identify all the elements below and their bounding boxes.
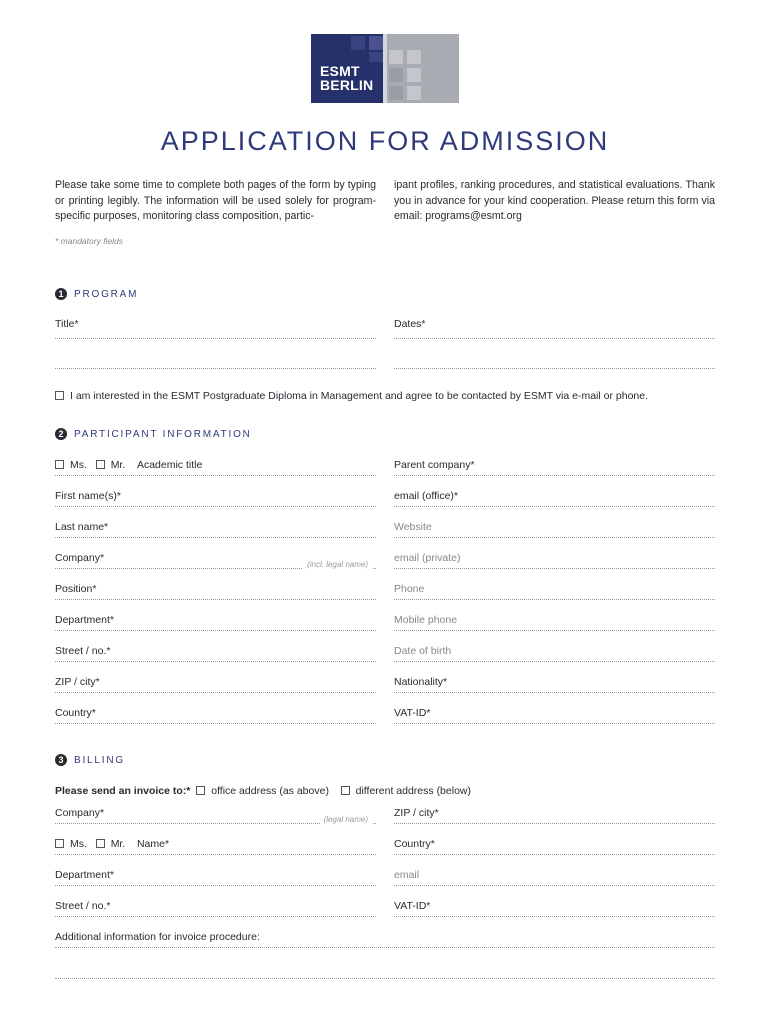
academic-title-field[interactable] [55, 461, 376, 476]
vat-id-label: VAT-ID* [394, 707, 431, 719]
logo-line-2: BERLIN [320, 77, 374, 93]
website-field[interactable] [394, 523, 715, 538]
billing-email-label: email [394, 869, 420, 881]
logo-grid-icon [383, 34, 459, 103]
last-name-field[interactable] [55, 523, 376, 538]
different-address-label: different address (below) [355, 785, 471, 797]
zip-city-label: ZIP / city* [55, 676, 100, 688]
first-name-field[interactable] [55, 492, 376, 507]
diploma-checkbox-row[interactable] [55, 390, 648, 402]
section-number-1: 1 [55, 288, 67, 300]
additional-info-field-2[interactable] [55, 978, 715, 979]
billing-department-field[interactable] [55, 871, 376, 886]
billing-ms-checkbox[interactable] [55, 839, 64, 848]
mandatory-note: * mandatory fields [55, 236, 124, 246]
ms-label: Ms. [70, 459, 87, 471]
email-office-label: email (office)* [394, 490, 458, 502]
billing-department-label: Department* [55, 869, 114, 881]
website-label: Website [394, 521, 432, 533]
billing-street-label: Street / no.* [55, 900, 111, 912]
date-of-birth-label: Date of birth [394, 645, 452, 657]
mr-checkbox[interactable] [96, 460, 105, 469]
position-field[interactable] [55, 585, 376, 600]
program-title-field[interactable] [55, 338, 376, 339]
billing-street-field[interactable] [55, 902, 376, 917]
section-billing-heading [55, 754, 125, 766]
diploma-checkbox[interactable] [55, 391, 64, 400]
billing-mr-label: Mr. [110, 838, 126, 850]
program-dates-field[interactable] [394, 338, 715, 339]
billing-name-field[interactable] [55, 840, 376, 855]
page-title: APPLICATION FOR ADMISSION [160, 126, 610, 156]
program-dates-label-row [394, 320, 715, 338]
program-dates-label: Dates* [394, 318, 426, 330]
program-title-label: Title* [55, 318, 79, 330]
logo-grey-block [383, 34, 459, 103]
billing-salutation-row [55, 838, 169, 850]
invoice-to-row [55, 785, 471, 797]
mobile-phone-field[interactable] [394, 616, 715, 631]
office-address-checkbox[interactable] [196, 786, 205, 795]
parent-company-label: Parent company* [394, 459, 475, 471]
vat-id-field[interactable] [394, 709, 715, 724]
zip-city-field[interactable] [55, 678, 376, 693]
ms-checkbox[interactable] [55, 460, 64, 469]
additional-info-label: Additional information for invoice procedure: [55, 931, 260, 943]
program-title-field-2[interactable] [55, 368, 376, 369]
section-participant-heading [55, 428, 252, 440]
parent-company-field[interactable] [394, 461, 715, 476]
billing-company-hint: (legal name) [320, 815, 372, 824]
different-address-checkbox[interactable] [341, 786, 350, 795]
street-label: Street / no.* [55, 645, 111, 657]
phone-label: Phone [394, 583, 425, 595]
email-office-field[interactable] [394, 492, 715, 507]
first-name-label: First name(s)* [55, 490, 121, 502]
billing-zip-city-label: ZIP / city* [394, 807, 439, 819]
billing-zip-city-field[interactable] [394, 809, 715, 824]
office-address-label: office address (as above) [211, 785, 329, 797]
billing-country-label: Country* [394, 838, 435, 850]
company-label: Company* [55, 552, 105, 564]
program-title-label-row [55, 320, 376, 338]
logo-text [320, 64, 373, 92]
phone-field[interactable] [394, 585, 715, 600]
billing-ms-label: Ms. [70, 838, 87, 850]
billing-company-label: Company* [55, 807, 105, 819]
diploma-checkbox-label: I am interested in the ESMT Postgraduate Diploma in Management and agree to be contacted by ESMT via e-mail or phone. [70, 390, 649, 402]
academic-title-label: Academic title [136, 459, 203, 471]
nationality-label: Nationality* [394, 676, 448, 688]
email-private-field[interactable] [394, 554, 715, 569]
billing-vat-id-field[interactable] [394, 902, 715, 917]
billing-vat-id-label: VAT-ID* [394, 900, 431, 912]
mobile-phone-label: Mobile phone [394, 614, 458, 626]
salutation-row [55, 459, 202, 471]
billing-email-field[interactable] [394, 871, 715, 886]
country-label: Country* [55, 707, 96, 719]
mr-label: Mr. [110, 459, 126, 471]
additional-info-field[interactable] [55, 933, 715, 948]
section-number-2: 2 [55, 428, 67, 440]
section-participant-label: PARTICIPANT INFORMATION [74, 428, 252, 440]
date-of-birth-field[interactable] [394, 647, 715, 662]
intro-text-left: Please take some time to complete both pages of the form by typing or printing legibly. The information will be used solely for program-specific purposes, monitoring class composition, partic- [55, 179, 376, 222]
section-program-heading [55, 288, 138, 300]
company-hint: (incl. legal name) [303, 560, 372, 569]
section-program-label: PROGRAM [74, 288, 139, 300]
billing-country-field[interactable] [394, 840, 715, 855]
section-billing-label: BILLING [74, 754, 125, 766]
company-field[interactable] [55, 554, 376, 569]
last-name-label: Last name* [55, 521, 109, 533]
street-field[interactable] [55, 647, 376, 662]
nationality-field[interactable] [394, 678, 715, 693]
department-label: Department* [55, 614, 114, 626]
program-dates-field-2[interactable] [394, 368, 715, 369]
department-field[interactable] [55, 616, 376, 631]
billing-name-label: Name* [136, 838, 170, 850]
invoice-to-label: Please send an invoice to:* [55, 785, 191, 797]
esmt-logo [311, 34, 459, 103]
email-private-label: email (private) [394, 552, 461, 564]
country-field[interactable] [55, 709, 376, 724]
position-label: Position* [55, 583, 97, 595]
billing-mr-checkbox[interactable] [96, 839, 105, 848]
billing-company-field[interactable] [55, 809, 376, 824]
section-number-3: 3 [55, 754, 67, 766]
intro-text-right: ipant profiles, ranking procedures, and statistical evaluations. Thank you in advance for your kind cooperation. Please return this form via email: programs@esmt.org [394, 179, 715, 222]
logo-line-1: ESMT [320, 63, 360, 79]
